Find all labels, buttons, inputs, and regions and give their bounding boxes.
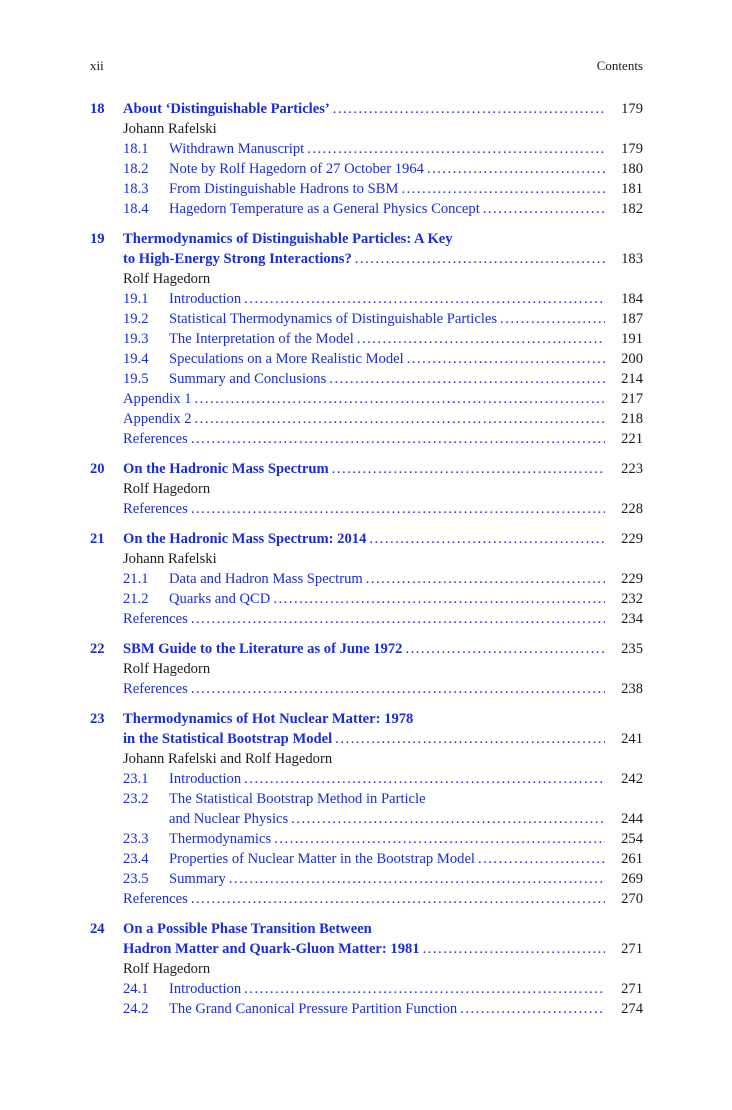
chapter-number[interactable]: 22 (90, 641, 105, 657)
section-title-page-number: 229 (621, 571, 643, 587)
chapter-title-line (90, 249, 643, 269)
chapter-title-line (90, 919, 643, 939)
chapter-title-line (90, 639, 643, 659)
section-title-page-number: 244 (621, 811, 643, 827)
chapter-authors: Johann Rafelski (123, 121, 217, 137)
section-title-page-number: 191 (621, 331, 643, 347)
toc-entry (90, 829, 643, 849)
section-title-page-number: 271 (621, 981, 643, 997)
toc-entry (90, 569, 643, 589)
backmatter-link[interactable] (123, 609, 643, 629)
chapter-authors: Rolf Hagedorn (123, 661, 211, 677)
section-number: 18.3 (123, 181, 149, 197)
backmatter-link[interactable] (123, 499, 643, 519)
dot-leader (244, 979, 605, 999)
chapter-authors-line (90, 659, 643, 679)
chapter-title-link[interactable] (123, 459, 643, 479)
entry-title-page-number: 234 (621, 611, 643, 627)
chapter-title-line (90, 529, 643, 549)
dot-leader (478, 849, 605, 869)
chapter-authors: Johann Rafelski and Rolf Hagedorn (123, 751, 333, 767)
toc-entry (90, 869, 643, 889)
section-title-page-number: 200 (621, 351, 643, 367)
chapter-title-text: to High-Energy Strong Interactions? (123, 251, 352, 267)
section-title-page-number: 232 (621, 591, 643, 607)
section-title (169, 199, 643, 219)
chapter-authors: Rolf Hagedorn (123, 961, 211, 977)
toc-entry (90, 789, 643, 809)
toc-entry (90, 429, 643, 449)
chapter-title-page-number: 235 (621, 641, 643, 657)
section-title-text: Speculations on a More Realistic Model (169, 351, 404, 367)
section-title (169, 309, 643, 329)
toc-entry (90, 849, 643, 869)
chapter-number[interactable]: 20 (90, 461, 105, 477)
section-number: 18.2 (123, 161, 149, 177)
section-title-text: Quarks and QCD (169, 591, 271, 607)
section-title-text: Statistical Thermodynamics of Distinguishable Particles (169, 311, 498, 327)
toc-entry (90, 809, 643, 829)
chapter-title-page-number: 271 (621, 941, 643, 957)
entry-title-text: References (123, 681, 188, 697)
section-title (169, 369, 643, 389)
section-title-text: Summary (169, 871, 226, 887)
section-title-page-number: 184 (621, 291, 643, 307)
table-of-contents (90, 99, 643, 1029)
chapter-entry (90, 639, 643, 699)
chapter-authors: Johann Rafelski (123, 551, 217, 567)
chapter-entry (90, 229, 643, 449)
chapter-title-link[interactable] (123, 529, 643, 549)
chapter-number[interactable]: 21 (90, 531, 105, 547)
section-title (169, 869, 643, 889)
chapter-entry (90, 709, 643, 909)
dot-leader (357, 329, 605, 349)
chapter-title-text: Hadron Matter and Quark-Gluon Matter: 1981 (123, 941, 420, 957)
toc-entry (90, 389, 643, 409)
toc-entry (90, 679, 643, 699)
dot-leader (369, 529, 605, 549)
entry-title-page-number: 238 (621, 681, 643, 697)
chapter-authors-line (90, 749, 643, 769)
entry-title-page-number: 228 (621, 501, 643, 517)
section-number: 19.1 (123, 291, 149, 307)
entry-title-text: References (123, 431, 188, 447)
dot-leader (195, 409, 605, 429)
toc-entry (90, 199, 643, 219)
section-title-page-number: 269 (621, 871, 643, 887)
entry-title-page-number: 218 (621, 411, 643, 427)
toc-entry (90, 889, 643, 909)
chapter-title-line (90, 99, 643, 119)
section-number: 23.4 (123, 851, 149, 867)
section-title-text: The Interpretation of the Model (169, 331, 354, 347)
section-title-text: Summary and Conclusions (169, 371, 327, 387)
section-title-text: From Distinguishable Hadrons to SBM (169, 181, 399, 197)
chapter-title-text: About ‘Distinguishable Particles’ (123, 101, 330, 117)
backmatter-link[interactable] (123, 389, 643, 409)
toc-entry (90, 289, 643, 309)
chapter-entry (90, 99, 643, 219)
entry-title-page-number: 270 (621, 891, 643, 907)
chapter-title-text: On the Hadronic Mass Spectrum: 2014 (123, 531, 367, 547)
section-title (169, 329, 643, 349)
chapter-authors-line (90, 549, 643, 569)
section-number: 21.1 (123, 571, 149, 587)
section-title-text: and Nuclear Physics (169, 811, 289, 827)
section-title (169, 979, 643, 999)
dot-leader (401, 179, 605, 199)
dot-leader (191, 429, 605, 449)
entry-title-page-number: 221 (621, 431, 643, 447)
dot-leader (427, 159, 605, 179)
section-number: 24.2 (123, 1001, 149, 1017)
backmatter-link[interactable] (123, 429, 643, 449)
dot-leader (244, 289, 605, 309)
backmatter-link[interactable] (123, 679, 643, 699)
chapter-authors: Rolf Hagedorn (123, 481, 211, 497)
entry-title-page-number: 217 (621, 391, 643, 407)
dot-leader (500, 309, 605, 329)
toc-entry (90, 499, 643, 519)
dot-leader (191, 679, 605, 699)
chapter-title-link[interactable] (123, 249, 643, 269)
section-title (169, 179, 643, 199)
section-title (169, 159, 643, 179)
entry-title-text: Appendix 1 (123, 391, 192, 407)
section-title-page-number: 254 (621, 831, 643, 847)
toc-entry (90, 999, 643, 1019)
section-number: 19.5 (123, 371, 149, 387)
toc-entry (90, 979, 643, 999)
chapter-number[interactable]: 18 (90, 101, 105, 117)
toc-entry (90, 139, 643, 159)
section-title-text: Note by Rolf Hagedorn of 27 October 1964 (169, 161, 424, 177)
backmatter-link[interactable] (123, 409, 643, 429)
dot-leader (195, 389, 605, 409)
dot-leader (332, 459, 605, 479)
section-title-page-number: 180 (621, 161, 643, 177)
section-title: The Statistical Bootstrap Method in Particle (169, 791, 426, 807)
chapter-authors: Rolf Hagedorn (123, 271, 211, 287)
section-title (169, 569, 643, 589)
section-number: 23.2 (123, 791, 149, 807)
toc-entry (90, 609, 643, 629)
chapter-title-page-number: 179 (621, 101, 643, 117)
section-title-text: Introduction (169, 771, 242, 787)
chapter-title-page-number: 183 (621, 251, 643, 267)
toc-entry (90, 309, 643, 329)
chapter-authors-line (90, 269, 643, 289)
dot-leader (307, 139, 605, 159)
chapter-authors-line (90, 959, 643, 979)
dot-leader (191, 499, 605, 519)
toc-entry (90, 159, 643, 179)
chapter-title-link[interactable]: On a Possible Phase Transition Between (123, 921, 372, 937)
dot-leader (333, 99, 605, 119)
toc-entry (90, 179, 643, 199)
chapter-entry (90, 529, 643, 629)
entry-title-text: References (123, 611, 188, 627)
chapter-title-page-number: 229 (621, 531, 643, 547)
section-title (169, 999, 643, 1019)
chapter-title-link[interactable]: Thermodynamics of Hot Nuclear Matter: 1978 (123, 711, 414, 727)
chapter-title-link[interactable] (123, 99, 643, 119)
chapter-title-page-number: 223 (621, 461, 643, 477)
chapter-title-link[interactable] (123, 939, 643, 959)
section-number: 23.5 (123, 871, 149, 887)
chapter-authors-line (90, 479, 643, 499)
chapter-title-text: in the Statistical Bootstrap Model (123, 731, 333, 747)
chapter-title-line (90, 709, 643, 729)
section-title-page-number: 261 (621, 851, 643, 867)
entry-title-text: References (123, 891, 188, 907)
section-number: 24.1 (123, 981, 149, 997)
toc-entry (90, 369, 643, 389)
section-title (169, 849, 643, 869)
section-title (169, 829, 643, 849)
dot-leader (423, 939, 605, 959)
dot-leader (229, 869, 605, 889)
section-title-text: Hagedorn Temperature as a General Physics Concept (169, 201, 480, 217)
section-title (169, 289, 643, 309)
dot-leader (355, 249, 605, 269)
section-number: 21.2 (123, 591, 149, 607)
dot-leader (191, 889, 605, 909)
chapter-title-text: On the Hadronic Mass Spectrum (123, 461, 329, 477)
toc-entry (90, 769, 643, 789)
section-title-text: Introduction (169, 291, 242, 307)
backmatter-link[interactable] (123, 889, 643, 909)
section-title-text: Data and Hadron Mass Spectrum (169, 571, 363, 587)
chapter-entry (90, 459, 643, 519)
toc-entry (90, 589, 643, 609)
section-title-text: Properties of Nuclear Matter in the Bootstrap Model (169, 851, 475, 867)
section-title (169, 349, 643, 369)
section-title (169, 139, 643, 159)
chapter-number[interactable]: 23 (90, 711, 105, 727)
section-title-text: Withdrawn Manuscript (169, 141, 305, 157)
section-title-page-number: 274 (621, 1001, 643, 1017)
chapter-title-line (90, 729, 643, 749)
section-number: 23.1 (123, 771, 149, 787)
chapter-title-link[interactable] (123, 729, 643, 749)
section-title-text: The Grand Canonical Pressure Partition Function (169, 1001, 458, 1017)
chapter-title-line (90, 229, 643, 249)
toc-entry (90, 409, 643, 429)
chapter-title-line (90, 939, 643, 959)
dot-leader (460, 999, 605, 1019)
chapter-number[interactable]: 24 (90, 921, 105, 937)
section-number: 19.3 (123, 331, 149, 347)
toc-entry (90, 329, 643, 349)
section-title-page-number: 179 (621, 141, 643, 157)
section-title-text: Introduction (169, 981, 242, 997)
section-title-page-number: 187 (621, 311, 643, 327)
dot-leader (405, 639, 605, 659)
entry-title-text: References (123, 501, 188, 517)
section-title-continuation[interactable] (169, 809, 643, 829)
section-number: 19.2 (123, 311, 149, 327)
dot-leader (407, 349, 605, 369)
section-title (169, 589, 643, 609)
section-title (169, 769, 643, 789)
chapter-title-text: SBM Guide to the Literature as of June 1972 (123, 641, 403, 657)
section-title-page-number: 181 (621, 181, 643, 197)
section-title-page-number: 214 (621, 371, 643, 387)
dot-leader (274, 829, 605, 849)
chapter-title-line (90, 459, 643, 479)
toc-entry (90, 349, 643, 369)
dot-leader (366, 569, 605, 589)
chapter-title-link[interactable]: Thermodynamics of Distinguishable Particles: A Key (123, 231, 453, 247)
entry-title-text: Appendix 2 (123, 411, 192, 427)
chapter-authors-line (90, 119, 643, 139)
running-title: Contents (596, 58, 643, 73)
dot-leader (291, 809, 605, 829)
dot-leader (244, 769, 605, 789)
section-number: 18.4 (123, 201, 149, 217)
section-number: 18.1 (123, 141, 149, 157)
dot-leader (483, 199, 605, 219)
chapter-entry (90, 919, 643, 1019)
dot-leader (329, 369, 605, 389)
chapter-title-link[interactable] (123, 639, 643, 659)
page-number: xii (90, 58, 104, 73)
section-title-text: Thermodynamics (169, 831, 272, 847)
chapter-number[interactable]: 19 (90, 231, 105, 247)
dot-leader (273, 589, 605, 609)
section-title-page-number: 182 (621, 201, 643, 217)
section-number: 23.3 (123, 831, 149, 847)
section-title-page-number: 242 (621, 771, 643, 787)
dot-leader (335, 729, 605, 749)
chapter-title-page-number: 241 (621, 731, 643, 747)
dot-leader (191, 609, 605, 629)
page-header (90, 58, 643, 76)
section-number: 19.4 (123, 351, 149, 367)
